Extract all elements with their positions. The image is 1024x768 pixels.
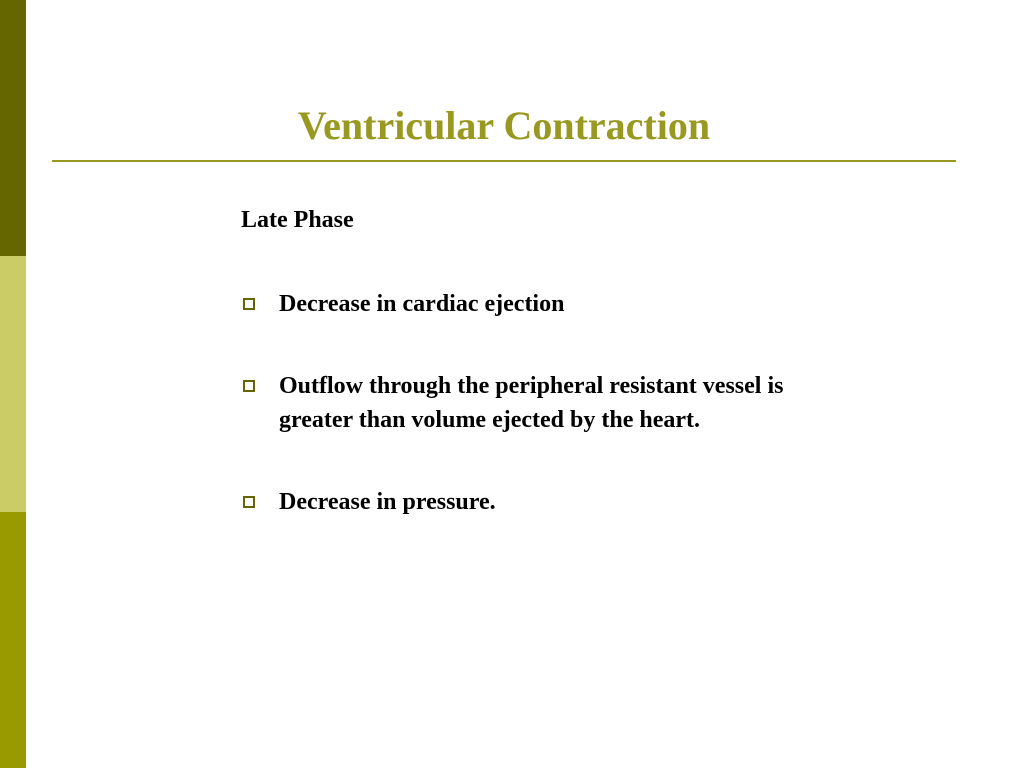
- bullet-text: Decrease in pressure.: [279, 489, 496, 515]
- square-bullet-icon: [243, 298, 255, 310]
- square-bullet-icon: [243, 496, 255, 508]
- bullet-item: [241, 485, 821, 519]
- slide-title: Ventricular Contraction: [297, 103, 711, 148]
- bullet-text: Decrease in cardiac ejection: [279, 291, 565, 317]
- square-bullet-icon: [243, 380, 255, 392]
- bullet-text: Outflow through the peripheral resistant vessel is greater than volume ejected by the heart.: [279, 373, 784, 433]
- bullet-item: [241, 287, 821, 321]
- sidebar-accent-bottom: [0, 512, 26, 768]
- title-divider: [52, 160, 956, 162]
- bullet-list: [241, 287, 821, 567]
- sidebar-accent-top: [0, 0, 26, 256]
- section-subheading: Late Phase: [241, 207, 354, 233]
- bullet-item: [241, 369, 821, 437]
- sidebar-accent-middle: [0, 256, 26, 512]
